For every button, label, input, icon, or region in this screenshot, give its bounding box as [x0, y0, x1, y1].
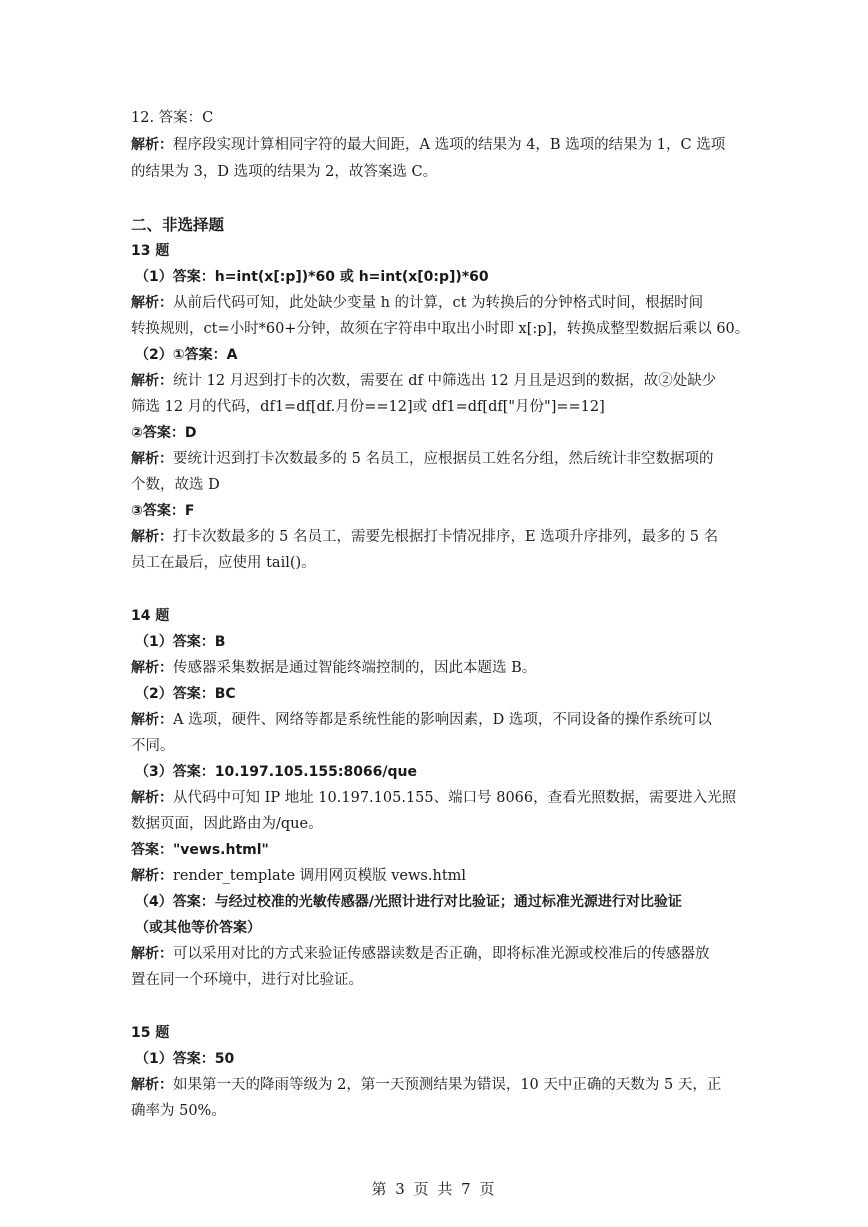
q12-answer: 12. 答案：C [131, 110, 214, 126]
q14-p4-analysis-line-1: 解析：可以采用对比的方式来验证传感器读数是否正确，即将标准光源或校准后的传感器放 [131, 946, 710, 962]
q14-p4-analysis-line-2: 置在同一个环境中，进行对比验证。 [131, 972, 363, 988]
q13-title: 13 题 [131, 243, 170, 259]
analysis-label: 解析： [131, 137, 173, 153]
q14-p3-analysis-line-1: 解析：从代码中可知 IP 地址 10.197.105.155、端口号 8066，查看光照数据，需要进入光照 [131, 790, 737, 806]
q13-p1-answer: （1）答案：h=int(x[:p])*60 或 h=int(x[0:p])*60 [135, 269, 489, 285]
q14-p1-answer: （1）答案：B [135, 634, 226, 650]
q13-p2-answer: （2）①答案：A [135, 347, 238, 363]
q13-p1-analysis-line-2: 转换规则，ct=小时*60+分钟，故须在字符串中取出小时即 x[:p]，转换成整型数据后乘以 60。 [131, 321, 750, 337]
q14-p3-analysis-line-2: 数据页面，因此路由为/que。 [131, 816, 323, 832]
q12-analysis-line-1: 解析：程序段实现计算相同字符的最大间距，A 选项的结果为 4，B 选项的结果为 1，C 选项 [131, 137, 726, 153]
q13-p2b-analysis-line-1: 解析：要统计迟到打卡次数最多的 5 名员工，应根据员工姓名分组，然后统计非空数据项的 [131, 451, 714, 467]
q13-p1-analysis-line-1: 解析：从前后代码可知，此处缺少变量 h 的计算，ct 为转换后的分钟格式时间，根据时间 [131, 295, 704, 311]
q14-p2-analysis-line-2: 不同。 [131, 738, 175, 754]
q15-p1-analysis-line-1: 解析：如果第一天的降雨等级为 2，第一天预测结果为错误，10 天中正确的天数为 5 天，正 [131, 1077, 722, 1093]
page-number: 第 3 页 共 7 页 [371, 1180, 497, 1198]
q12-analysis-line-2: 的结果为 3，D 选项的结果为 2，故答案选 C。 [131, 164, 438, 180]
q15-p1-analysis-line-2: 确率为 50%。 [131, 1103, 226, 1119]
q13-p2-analysis-line-1: 解析：统计 12 月迟到打卡的次数，需要在 df 中筛选出 12 月且是迟到的数据，故②处缺少 [131, 373, 717, 389]
q15-title: 15 题 [131, 1025, 170, 1041]
q14-p4-answer-line-2: （或其他等价答案） [135, 920, 261, 936]
q15-p1-answer: （1）答案：50 [135, 1051, 235, 1067]
q14-title: 14 题 [131, 608, 170, 624]
q14-p1-analysis: 解析：传感器采集数据是通过智能终端控制的，因此本题选 B。 [131, 660, 537, 676]
q14-p3-answer: （3）答案：10.197.105.155:8066/que [135, 764, 418, 780]
section-title: 二、非选择题 [131, 216, 225, 234]
q14-p2-analysis-line-1: 解析：A 选项，硬件、网络等都是系统性能的影响因素，D 选项，不同设备的操作系统可以 [131, 712, 712, 728]
q14-p4-answer-line-1: （4）答案：与经过校准的光敏传感器/光照计进行对比验证；通过标准光源进行对比验证 [135, 894, 682, 910]
q14-p3b-answer: 答案："vews.html" [131, 842, 269, 858]
q13-p2-analysis-line-2: 筛选 12 月的代码，df1=df[df.月份==12]或 df1=df[df["月份"]==12] [131, 399, 605, 415]
q13-p2b-answer: ②答案：D [131, 425, 197, 441]
q13-p2c-answer: ③答案：F [131, 503, 195, 519]
q13-p2c-analysis-line-2: 员工在最后，应使用 tail()。 [131, 555, 316, 571]
q14-p2-answer: （2）答案：BC [135, 686, 236, 702]
q13-p2b-analysis-line-2: 个数，故选 D [131, 477, 220, 493]
q13-p2c-analysis-line-1: 解析：打卡次数最多的 5 名员工，需要先根据打卡情况排序，E 选项升序排列，最多的 5 名 [131, 529, 719, 545]
q14-p3b-analysis: 解析：render_template 调用网页模版 vews.html [131, 868, 467, 884]
